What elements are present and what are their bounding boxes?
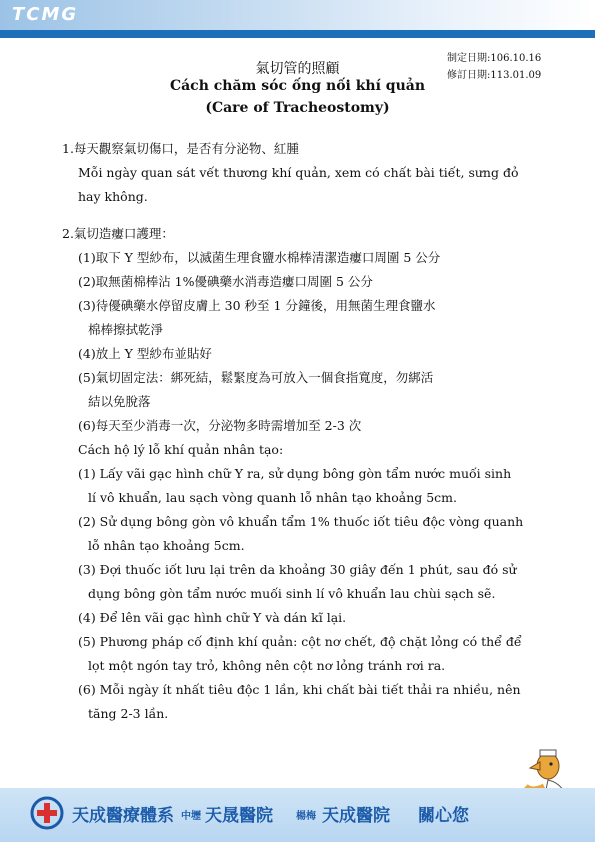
vi-step-continuation: tăng 2-3 lần. — [88, 706, 169, 721]
footer-banner — [0, 788, 595, 842]
footer-hospital-tiansheng: 天晟醫院 — [205, 806, 273, 826]
vi-subheading: Cách hộ lý lỗ khí quản nhân tạo: — [78, 442, 284, 457]
top-banner-stripe — [0, 30, 595, 38]
brand-logo-text: TCMG — [12, 4, 79, 25]
footer-hospital-tiancheng: 天成醫院 — [322, 806, 390, 826]
section1-heading: 1.每天觀察氣切傷口，是否有分泌物、紅腫 — [62, 141, 299, 156]
footer-slogan: 關心您 — [418, 806, 469, 826]
zh-step: (3)待優碘藥水停留皮膚上 30 秒至 1 分鐘後，用無菌生理食鹽水 — [78, 298, 436, 313]
vi-step: (6) Mỗi ngày ít nhất tiêu độc 1 lần, khi chất bài tiết thải ra nhiều, nên — [78, 682, 521, 697]
zh-step: (5)氣切固定法：綁死結，鬆緊度為可放入一個食指寬度，勿綁活 — [78, 370, 434, 385]
title-vietnamese: Cách chăm sóc ống nối khí quản — [169, 78, 426, 94]
document-body — [62, 137, 542, 726]
vi-step: (4) Để lên vãi gạc hình chữ Y và dán kĩ lại. — [78, 610, 347, 625]
revised-date: 修訂日期:113.01.09 — [447, 70, 542, 81]
hospital-logo-icon — [30, 796, 64, 830]
created-date: 制定日期:106.10.16 — [447, 53, 542, 64]
section1-vi-line: hay không. — [78, 189, 148, 204]
title-chinese: 氣切管的照顧 — [255, 61, 340, 77]
vi-step: (2) Sử dụng bông gòn vô khuẩn tẩm 1% thuốc iốt tiêu độc vòng quanh — [78, 514, 524, 529]
vi-step-continuation: dụng bông gòn tẩm nước muối sinh lí vô khuẩn lau chùi sạch sẽ. — [88, 586, 496, 601]
footer-location-yangmei: 楊梅 — [296, 811, 316, 822]
vi-step-continuation: lí vô khuẩn, lau sạch vòng quanh lỗ nhân tạo khoảng 5cm. — [88, 490, 458, 505]
vi-step: (1) Lấy vãi gạc hình chữ Y ra, sử dụng bông gòn tẩm nước muối sinh — [78, 466, 512, 481]
footer-location-zhongli: 中壢 — [181, 811, 201, 822]
zh-step: (4)放上 Y 型紗布並貼好 — [78, 346, 212, 361]
zh-step: (1)取下 Y 型紗布，以滅菌生理食鹽水棉棒清潔造瘻口周圍 5 公分 — [78, 250, 441, 265]
zh-step: (2)取無菌棉棒沾 1%優碘藥水消毒造瘻口周圍 5 公分 — [78, 274, 373, 289]
top-banner — [0, 0, 595, 30]
vi-step-continuation: lỗ nhân tạo khoảng 5cm. — [88, 538, 245, 553]
section2-heading: 2.氣切造瘻口護理： — [62, 226, 174, 241]
section1-vi-line: Mỗi ngày quan sát vết thương khí quản, xem có chất bài tiết, sưng đỏ — [78, 165, 519, 180]
footer-system-name: 天成醫療體系 — [72, 806, 174, 826]
zh-step: (6)每天至少消毒一次，分泌物多時需增加至 2-3 次 — [78, 418, 362, 433]
vi-step: (3) Đợi thuốc iốt lưu lại trên da khoảng 30 giây đến 1 phút, sau đó sử — [78, 562, 517, 577]
zh-step-continuation: 結以免脫落 — [88, 394, 151, 409]
vi-step-continuation: lọt một ngón tay trỏ, không nên cột nơ lỏng tránh rơi ra. — [88, 658, 446, 673]
zh-step-continuation: 棉棒擦拭乾淨 — [88, 322, 164, 337]
vi-step: (5) Phương pháp cố định khí quản: cột nơ chết, độ chặt lỏng có thể để — [78, 634, 522, 649]
title-english: (Care of Tracheostomy) — [205, 100, 390, 116]
